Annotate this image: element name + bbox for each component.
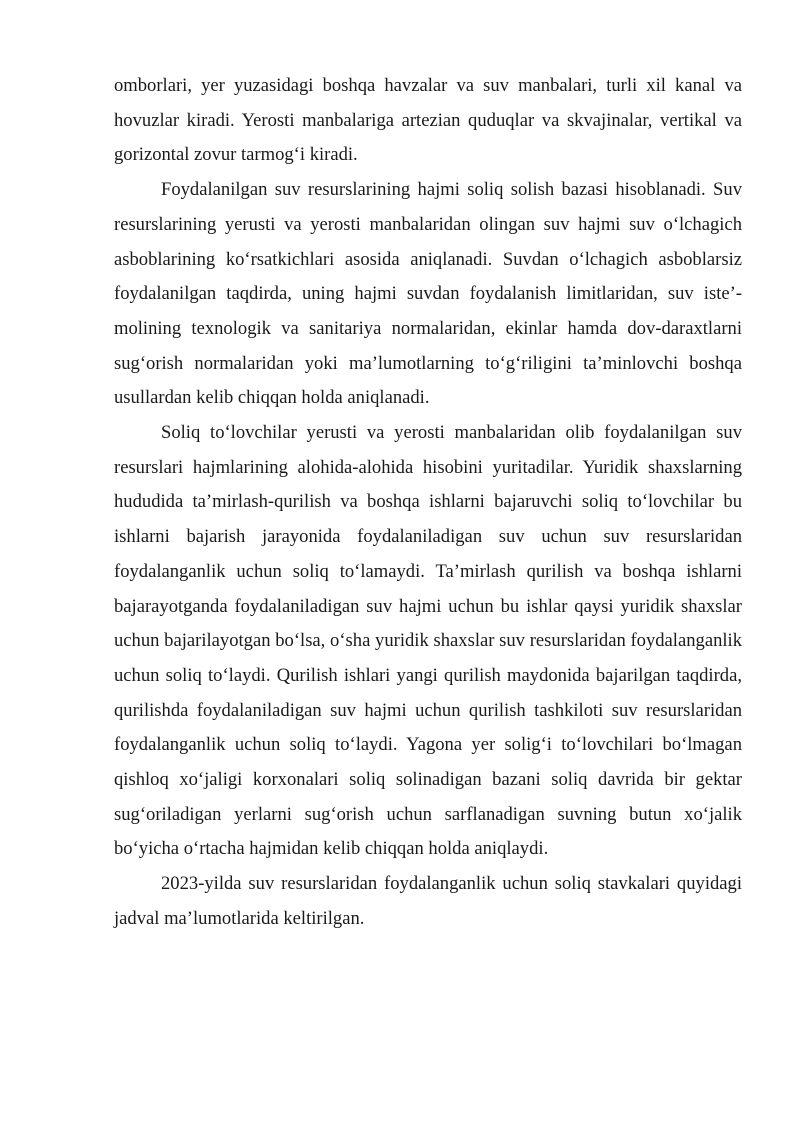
paragraph-taxpayers: Soliq to‘lovchilar yerusti va yerosti manbalaridan olib foydalanilgan suv resurslari hajmlarining alohida-alohida hisobini yuritadilar. Yuridik shaxslarning hududida ta’mirlash-qurilish va boshqa ishlarni bajaruvchi soliq to‘lovchilar bu ishlarni bajarish jarayonida foydalaniladigan suv uchun suv resurslaridan foydalanganlik uchun soliq to‘lamaydi. Ta’mirlash qurilish va boshqa ishlarni bajarayotganda foydalaniladigan suv hajmi uchun bu ishlar qaysi yuridik shaxslar uchun bajarilayotgan bo‘lsa, o‘sha yuridik shaxslar suv resurslaridan foydalanganlik uchun soliq to‘laydi. Qurilish ishlari yangi qurilish maydonida bajarilgan taqdirda, qurilishda foydalaniladigan suv hajmi uchun qurilish tashkiloti suv resurslaridan foydalanganlik uchun soliq to‘laydi. Yagona yer solig‘i to‘lovchilari bo‘lmagan qishloq xo‘jaligi korxonalari soliq solinadigan bazani soliq davrida bir gektar sug‘oriladigan yerlarni sug‘orish uchun sarflanadigan suvning butun xo‘jalik bo‘yicha o‘rtacha hajmidan kelib chiqqan holda aniqlaydi. [114,422,742,860]
document-page [114,69,742,937]
paragraph-continuation: omborlari, yer yuzasidagi boshqa havzalar va suv manbalari, turli xil kanal va hovuzlar kiradi. Yerosti manbalariga artezian quduqlar va skvajinalar, vertikal va gorizontal zovur tarmog‘i kiradi. [114,75,742,166]
paragraph-tax-base: Foydalanilgan suv resurslarining hajmi soliq solish bazasi hisoblanadi. Suv resurslarining yerusti va yerosti manbalaridan olingan suv hajmi suv o‘lchagich asboblarining ko‘rsatkichlari asosida aniqlanadi. Suvdan o‘lchagich asboblarsiz foydalanilgan taqdirda, uning hajmi suvdan foydalanish limitlaridan, suv iste’- molining texnologik va sanitariya normalaridan, ekinlar hamda dov-daraxtlarni sug‘orish normalaridan yoki ma’lumotlarning to‘g‘riligini ta’minlovchi boshqa usullardan kelib chiqqan holda aniqlanadi. [114,179,742,409]
paragraph-tax-rates-intro: 2023-yilda suv resurslaridan foydalanganlik uchun soliq stavkalari quyidagi jadval ma’lumotlarida keltirilgan. [114,873,742,929]
